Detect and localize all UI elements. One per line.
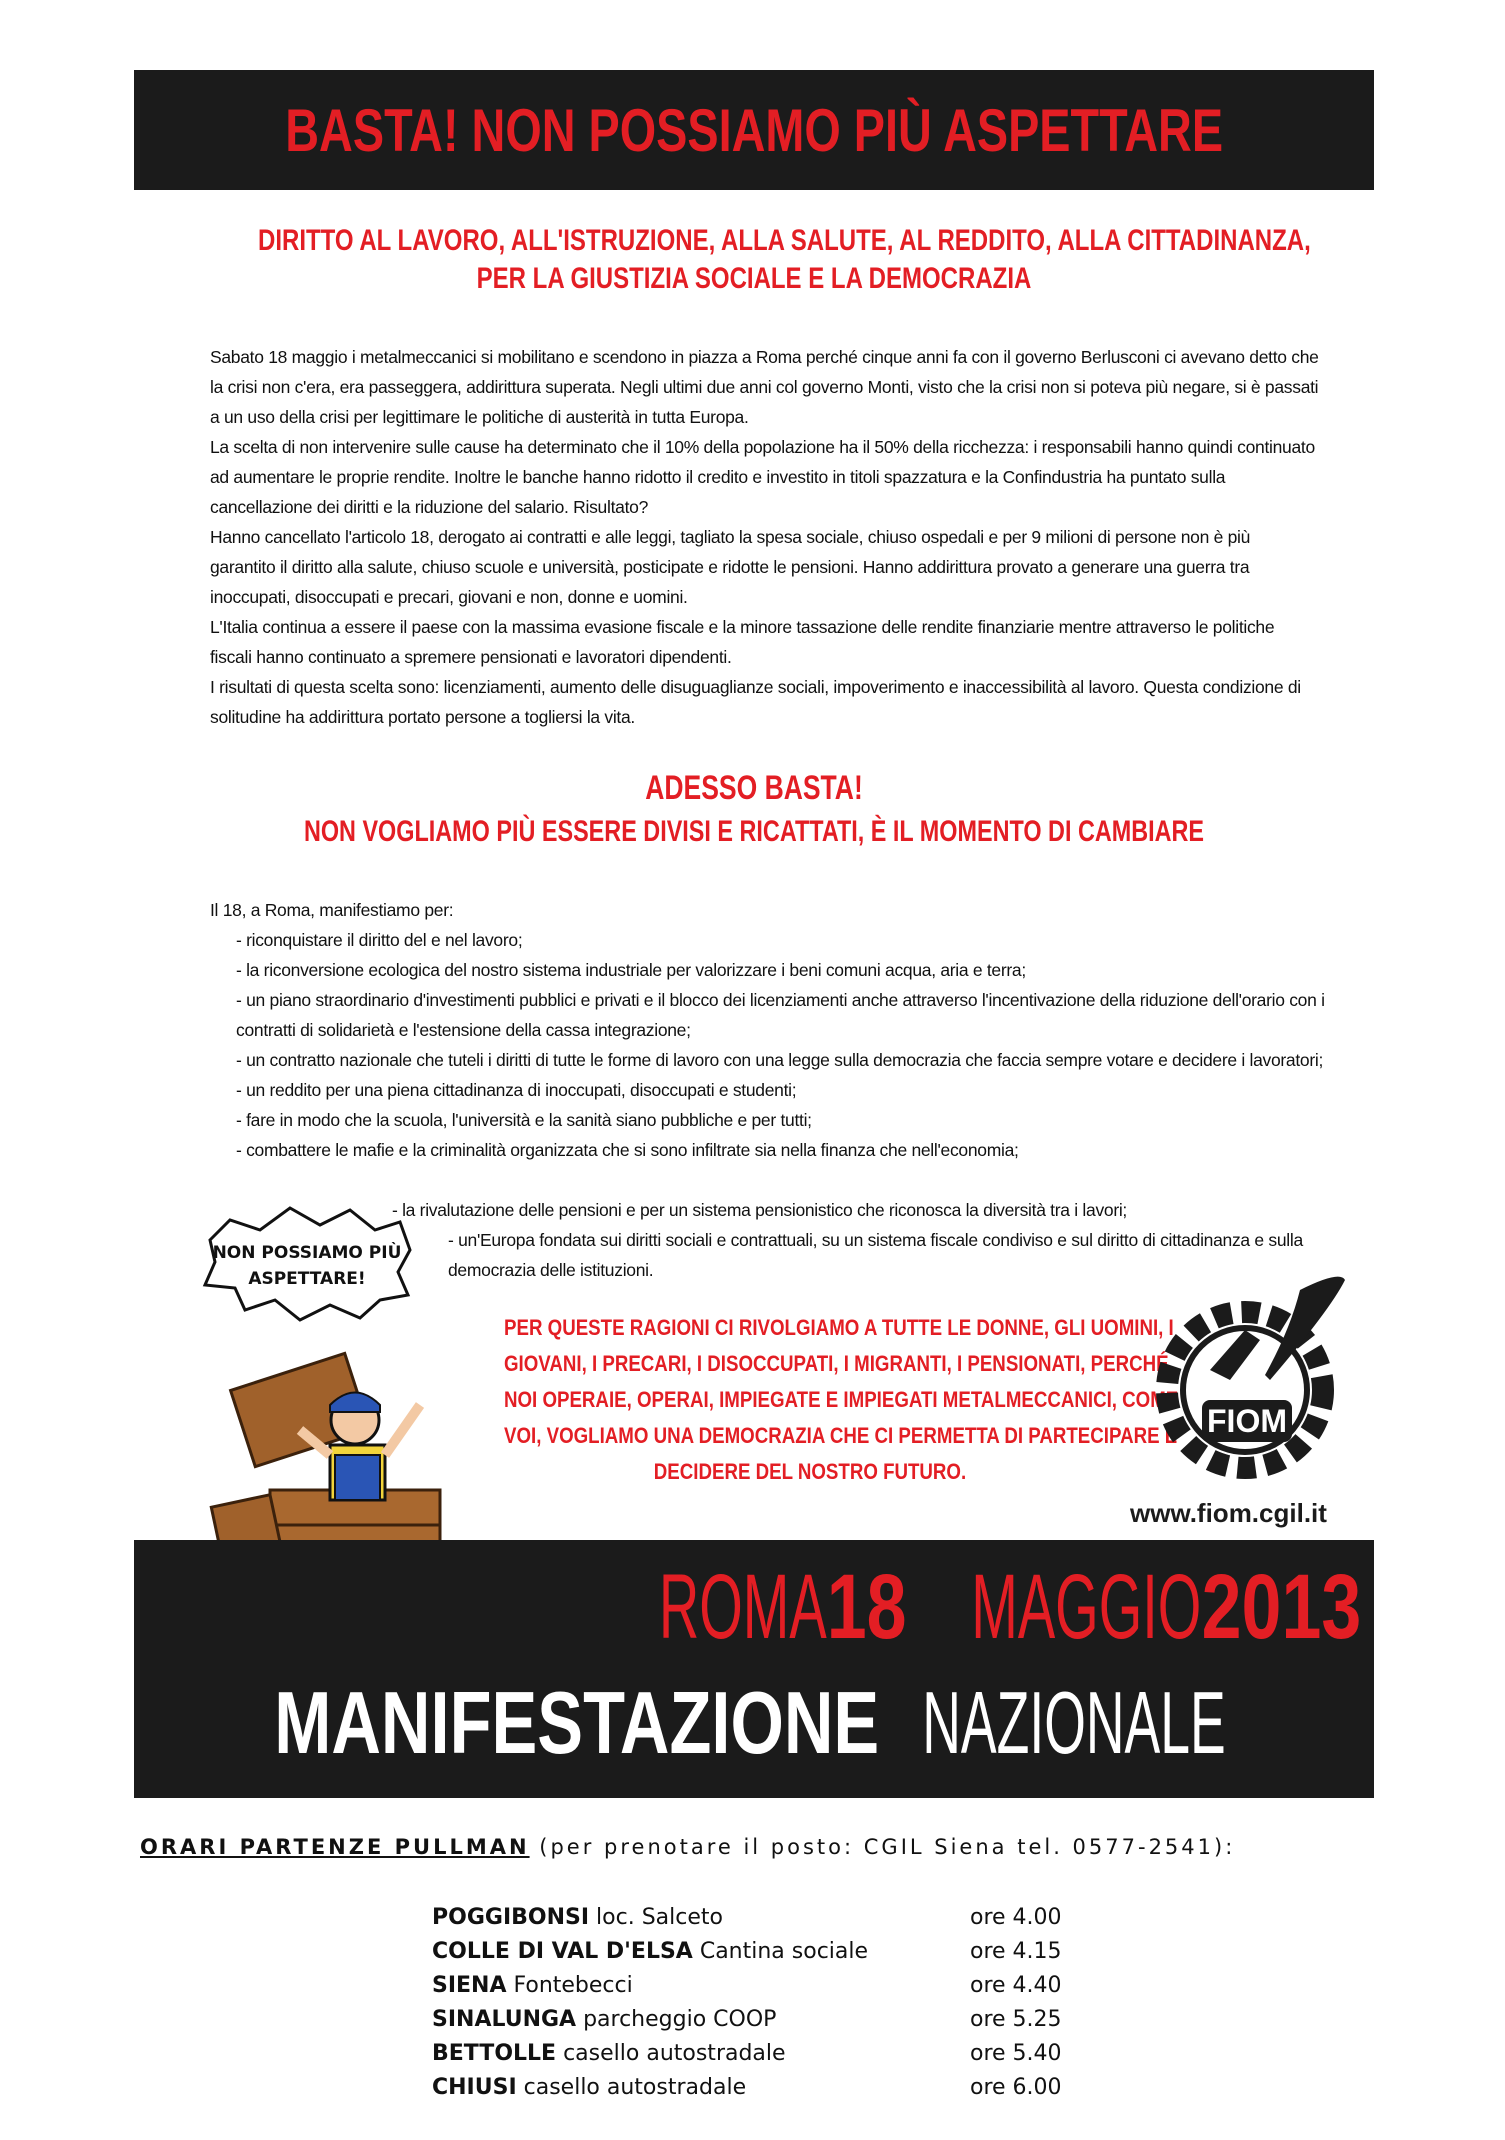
list-intro: Il 18, a Roma, manifestiamo per:: [210, 900, 454, 920]
paragraph: L'Italia continua a essere il paese con la massima evasione fiscale e la minore tassazione delle rendite finanziarie mentre attraverso le politiche fiscali hanno continuato a spremere pensionati e lavoratori dipendenti.: [210, 617, 1275, 667]
list-item: - un reddito per una piena cittadinanza di inoccupati, disoccupati e studenti;: [236, 1080, 797, 1100]
subtitle-line-1: DIRITTO AL LAVORO, ALL'ISTRUZIONE, ALLA SALUTE, AL REDDITO, ALLA CITTADINANZA,: [258, 224, 1311, 257]
departure-time: ore 5.25: [970, 2006, 1062, 2032]
departure-spot: casello autostradale: [516, 2074, 747, 2100]
list-item: - un piano straordinario d'investimenti pubblici e privati e il blocco dei licenziamenti anche attraverso l'incentivazione della riduzione dell'orario con i contratti di solidarietà e l'estensione della cassa integrazione;: [236, 990, 1325, 1040]
departure-spot: loc. Salceto: [589, 1904, 723, 1930]
list-item: - la rivalutazione delle pensioni e per un sistema pensionistico che riconosca la diversità tra i lavori;: [392, 1200, 1127, 1220]
event-title-bold: MANIFESTAZIONE: [274, 1673, 880, 1772]
departure-town: SINALUNGA: [432, 2006, 577, 2032]
body-text: [210, 342, 1320, 732]
paragraph: I risultati di questa scelta sono: licenziamenti, aumento delle disuguaglianze sociali, impoverimento e inaccessibilità al lavoro. Questa condizione di solitudine ha addirittura portato persone a togliersi la vita.: [210, 677, 1301, 727]
schedule-row: [432, 1968, 1072, 2002]
adesso-line-2: NON VOGLIAMO PIÙ ESSERE DIVISI E RICATTATI, È IL MOMENTO DI CAMBIARE: [303, 815, 1205, 848]
svg-text:NON POSSIAMO PIÙ: NON POSSIAMO PIÙ: [212, 1243, 402, 1263]
logo-text: FIOM: [1207, 1403, 1287, 1439]
list-item: - un contratto nazionale che tuteli i diritti di tutte le forme di lavoro con una legge sulla democrazia che faccia sempre votare e decidere i lavoratori;: [236, 1050, 1324, 1070]
departure-spot: Cantina sociale: [692, 1938, 869, 1964]
adesso-line-1: ADESSO BASTA!: [645, 769, 863, 807]
fiom-logo: [1150, 1270, 1350, 1490]
bus-schedule: [432, 1900, 1072, 2104]
adesso-heading: [134, 766, 1374, 854]
appeal-line: DECIDERE DEL NOSTRO FUTURO.: [653, 1459, 967, 1484]
main-title: BASTA! NON POSSIAMO PIÙ ASPETTARE: [285, 96, 1223, 164]
paragraph: Sabato 18 maggio i metalmeccanici si mobilitano e scendono in piazza a Roma perché cinque anni fa con il governo Berlusconi ci avevano detto che la crisi non c'era, era passeggera, addirittura superata. Negli ultimi due anni col governo Monti, visto che la crisi non si poteva più negare, si è passati a un uso della crisi per legittimare le politiche di austerità in tutta Europa.: [210, 347, 1319, 427]
list-item: - combattere le mafie e la criminalità organizzata che si sono infiltrate sia nella finanza che nell'economia;: [236, 1140, 1019, 1160]
paragraph: La scelta di non intervenire sulle cause ha determinato che il 10% della popolazione ha il 50% della ricchezza: i responsabili hanno quindi continuato ad aumentare le proprie rendite. Inoltre le banche hanno ridotto il credito e investito in titoli spazzatura e la Confindustria ha puntato sulla cancellazione dei diritti e la riduzione del salario. Risultato?: [210, 437, 1315, 517]
departure-town: CHIUSI: [432, 2074, 517, 2100]
appeal-line: GIOVANI, I PRECARI, I DISOCCUPATI, I MIGRANTI, I PENSIONATI, PERCHÉ: [504, 1351, 1169, 1376]
svg-text:ASPETTARE!: ASPETTARE!: [248, 1269, 366, 1289]
list-item: - la riconversione ecologica del nostro sistema industriale per valorizzare i beni comuni acqua, aria e terra;: [236, 960, 1026, 980]
departure-town: SIENA: [432, 1972, 507, 1998]
title-band: [134, 70, 1374, 190]
schedule-row: [432, 1900, 1072, 1934]
date-year: 2013: [1201, 1556, 1362, 1658]
subtitle: [134, 222, 1374, 298]
schedule-row: [432, 2036, 1072, 2070]
date-month: MAGGIO: [971, 1556, 1202, 1658]
departure-time: ore 5.40: [970, 2040, 1062, 2066]
departure-time: ore 6.00: [970, 2074, 1062, 2100]
schedule-note: (per prenotare il posto: CGIL Siena tel. 0577-2541):: [539, 1835, 1236, 1859]
paragraph: Hanno cancellato l'articolo 18, derogato ai contratti e alle leggi, tagliato la spesa sociale, chiuso ospedali e per 9 milioni di persone non è più garantito il diritto alla salute, chiuso scuole e università, posticipate e ridotte le pensioni. Hanno addirittura provato a generare una guerra tra inoccupati, disoccupati e precari, giovani e non, donne e uomini.: [210, 527, 1251, 607]
event-title-light: NAZIONALE: [922, 1673, 1226, 1772]
date-city: ROMA: [658, 1556, 827, 1658]
schedule-row: [432, 1934, 1072, 1968]
speech-bubble: [205, 1208, 410, 1320]
departure-town: BETTOLLE: [432, 2040, 557, 2066]
schedule-heading: [140, 1835, 1235, 1859]
date-day: 18: [826, 1556, 907, 1658]
departure-time: ore 4.00: [970, 1904, 1062, 1930]
schedule-title: ORARI PARTENZE PULLMAN: [140, 1835, 530, 1859]
demands-list: [236, 925, 1326, 1165]
appeal-line: VOI, VOGLIAMO UNA DEMOCRAZIA CHE CI PERMETTA DI PARTECIPARE E: [504, 1423, 1178, 1448]
list-item: - riconquistare il diritto del e nel lavoro;: [236, 930, 523, 950]
departure-time: ore 4.40: [970, 1972, 1062, 1998]
list-item: - fare in modo che la scuola, l'università e la sanità siano pubbliche e per tutti;: [236, 1110, 812, 1130]
appeal-line: PER QUESTE RAGIONI CI RIVOLGIAMO A TUTTE LE DONNE, GLI UOMINI, I: [504, 1315, 1174, 1340]
event-title: [134, 1668, 1374, 1778]
appeal-line: NOI OPERAIE, OPERAI, IMPIEGATE E IMPIEGATI METALMECCANICI, COME: [504, 1387, 1179, 1412]
departure-spot: parcheggio COOP: [576, 2006, 777, 2032]
departure-spot: Fontebecci: [506, 1972, 633, 1998]
departure-town: COLLE DI VAL D'ELSA: [432, 1938, 693, 1964]
subtitle-line-2: PER LA GIUSTIZIA SOCIALE E LA DEMOCRAZIA: [476, 262, 1032, 295]
schedule-row: [432, 2070, 1072, 2104]
departure-spot: casello autostradale: [556, 2040, 786, 2066]
departure-town: POGGIBONSI: [432, 1904, 590, 1930]
event-date: [400, 1552, 1360, 1662]
list-item: - un'Europa fondata sui diritti sociali e contrattuali, su un sistema fiscale condiviso e sul diritto di cittadinanza e sulla democrazia delle istituzioni.: [448, 1230, 1303, 1280]
schedule-row: [432, 2002, 1072, 2036]
appeal-text: [450, 1310, 1179, 1490]
departure-time: ore 4.15: [970, 1938, 1062, 1964]
website-url: www.fiom.cgil.it: [1130, 1498, 1327, 1528]
